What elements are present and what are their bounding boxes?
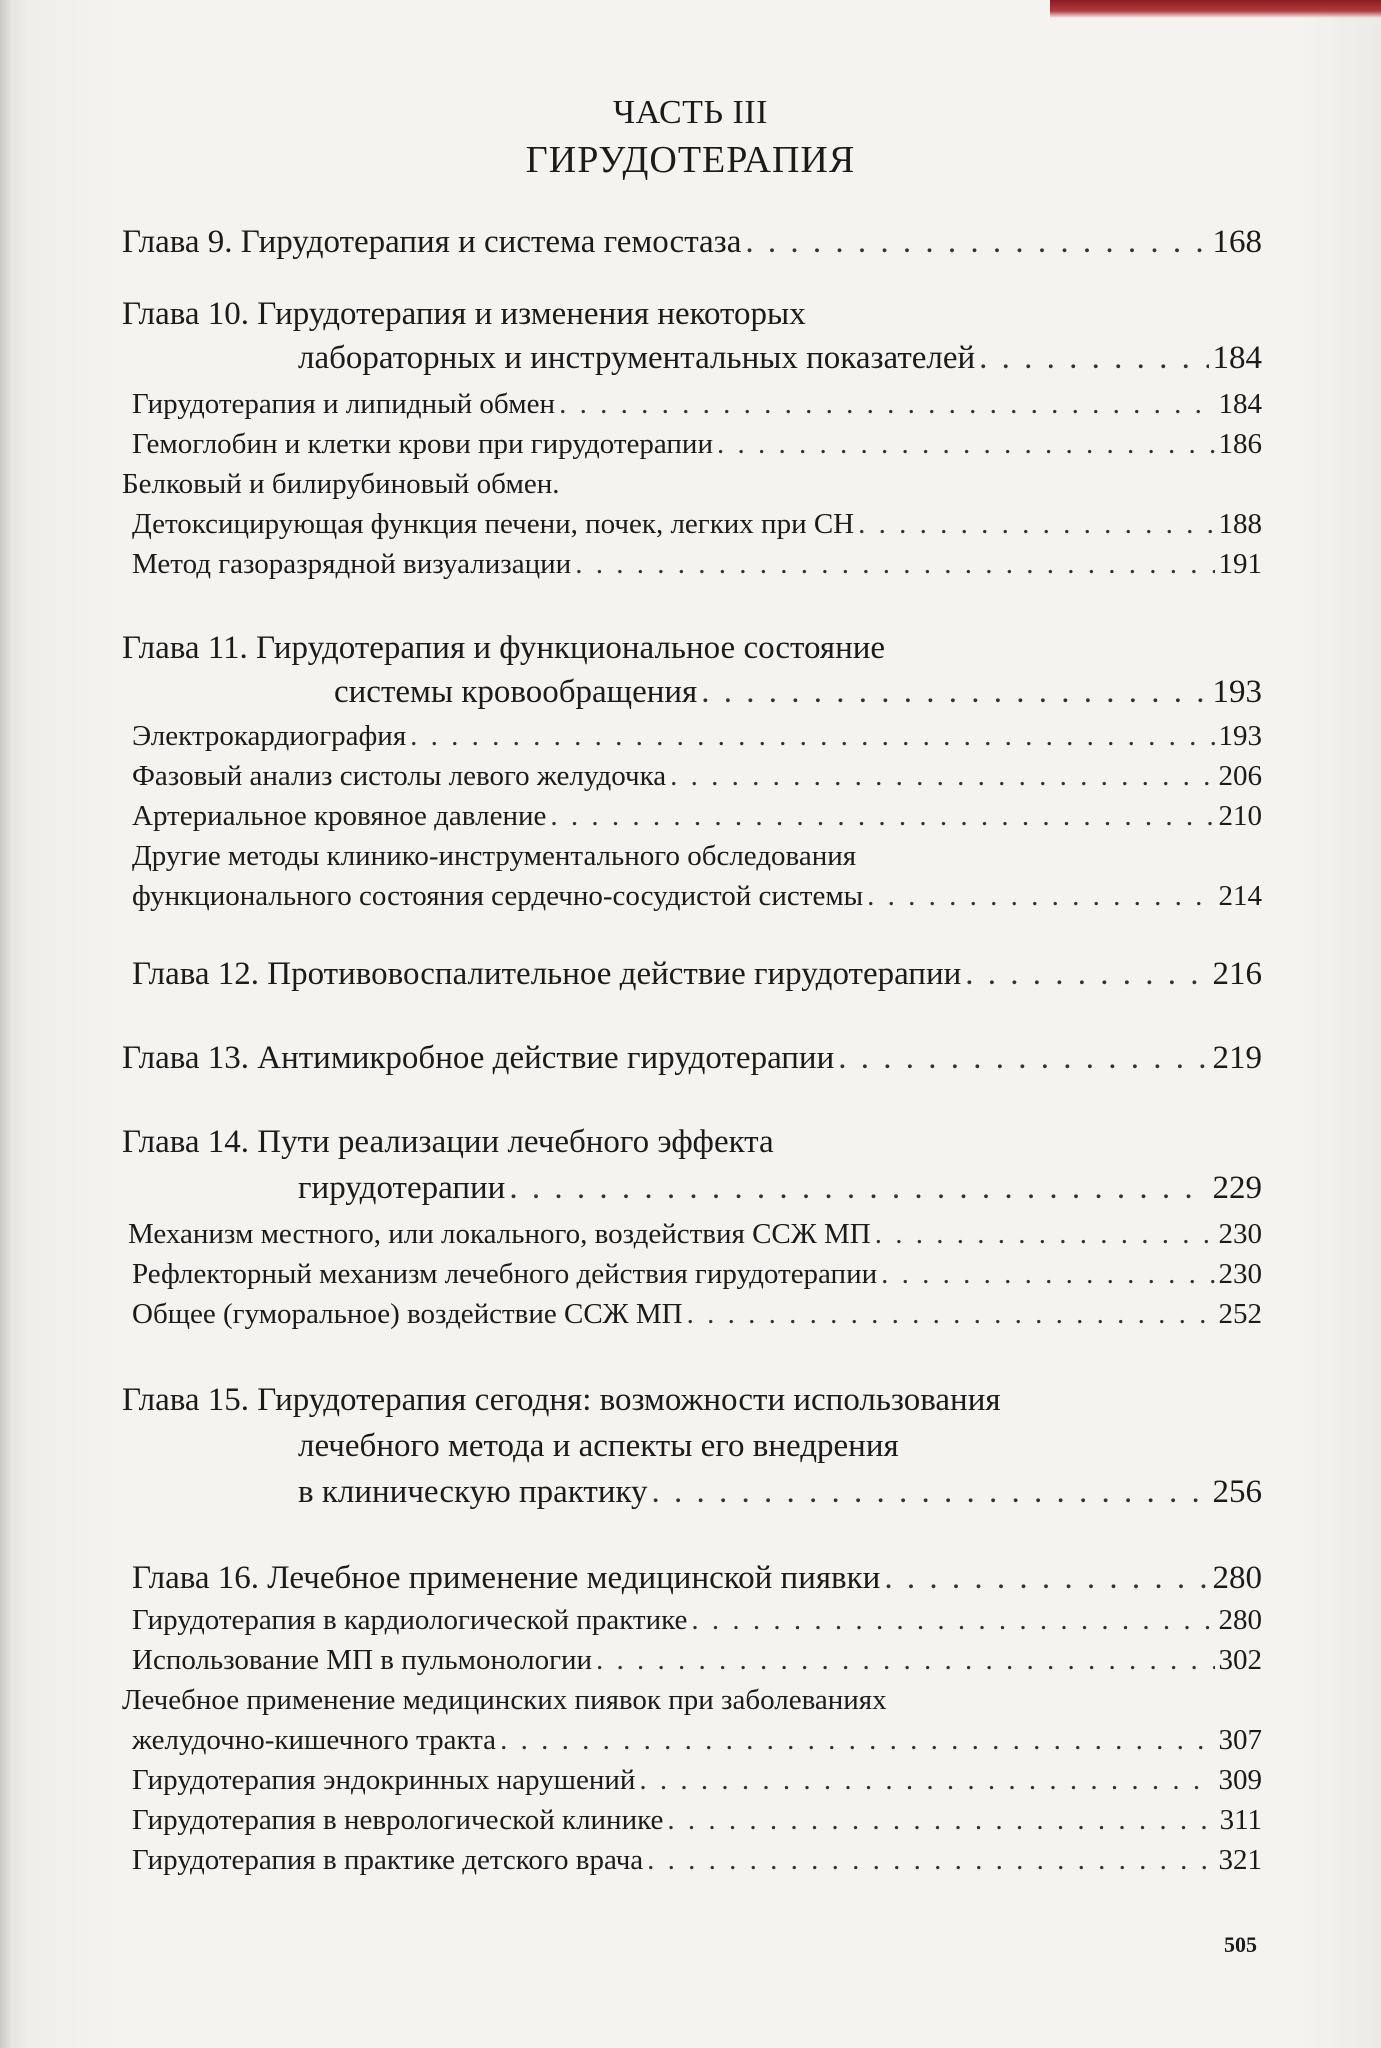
page-number: 505 [1224, 1932, 1257, 1957]
toc-entry-chapter-16: Глава 16. Лечебное применение медицинской пиявки . . . 280 [132, 1560, 1262, 1597]
toc-section-local-action: Механизм местного, или локального, воздействия ССЖ МП . . . 230 [128, 1218, 1262, 1251]
toc-section-other-methods-cont: функционального состояния сердечно-сосудистой системы . . . 214 [132, 880, 1262, 913]
toc-section-reflex: Рефлекторный механизм лечебного действия гирудотерапии . . . 230 [132, 1258, 1262, 1291]
toc-section-hemoglobin: Гемоглобин и клетки крови при гирудотерапии . . . 186 [132, 428, 1262, 461]
toc-section-cardiology: Гирудотерапия в кардиологической практике . . . 280 [132, 1604, 1262, 1637]
toc-section-pulmonology: Использование МП в пульмонологии . . . 302 [132, 1644, 1262, 1677]
toc-entry-chapter-13: Глава 13. Антимикробное действие гирудотерапии . . . 219 [122, 1040, 1262, 1077]
toc-section-protein: Белковый и билирубиновый обмен. [122, 468, 560, 500]
toc-entry-chapter-15-line2: лечебного метода и аспекты его внедрения [298, 1428, 899, 1464]
toc-section-lipid: Гирудотерапия и липидный обмен . . . 184 [132, 388, 1262, 421]
toc-entry-chapter-14: Глава 14. Пути реализации лечебного эффекта [122, 1124, 774, 1160]
toc-section-systole: Фазовый анализ систолы левого желудочка . . . 206 [132, 760, 1262, 793]
toc-section-pediatrics: Гирудотерапия в практике детского врача . . . 321 [132, 1844, 1262, 1877]
toc-entry-chapter-11: Глава 11. Гирудотерапия и функциональное состояние [122, 630, 886, 666]
toc-section-blood-pressure: Артериальное кровяное давление . . . 210 [132, 800, 1262, 833]
toc-section-ecg: Электрокардиография . . . 193 [132, 720, 1262, 753]
toc-entry-chapter-10-cont: лабораторных и инструментальных показателей . . . 184 [298, 340, 1262, 377]
toc-section-other-methods: Другие методы клинико-инструментального обследования [132, 840, 857, 872]
toc-entry-chapter-14-cont: гирудотерапии . . . 229 [298, 1170, 1262, 1207]
part-label: ЧАСТЬ III [613, 94, 768, 131]
toc-section-detox: Детоксицирующая функция печени, почек, легких при СН . . . 188 [132, 508, 1262, 541]
toc-entry-chapter-10: Глава 10. Гирудотерапия и изменения некоторых [122, 296, 806, 332]
toc-entry-chapter-12: Глава 12. Противовоспалительное действие гирудотерапии . . . 216 [132, 956, 1262, 993]
toc-entry-chapter-9: Глава 9. Гирудотерапия и система гемостаза . . . 168 [122, 224, 1262, 261]
binding-shadow [0, 0, 14, 2048]
toc-section-neurology: Гирудотерапия в неврологической клинике . . . 311 [132, 1804, 1262, 1837]
toc-section-gastro-cont: желудочно-кишечного тракта . . . 307 [132, 1724, 1262, 1757]
toc-entry-chapter-15-line3: в клиническую практику . . . 256 [298, 1474, 1262, 1511]
toc-section-gastro: Лечебное применение медицинских пиявок при заболеваниях [122, 1684, 887, 1716]
part-title: ГИРУДОТЕРАПИЯ [525, 139, 856, 181]
toc-entry-chapter-15: Глава 15. Гирудотерапия сегодня: возможности использования [122, 1382, 1001, 1418]
cover-edge [1050, 0, 1381, 18]
toc-section-gas-discharge: Метод газоразрядной визуализации . . . 191 [132, 548, 1262, 581]
toc-section-endocrine: Гирудотерапия эндокринных нарушений . . . 309 [132, 1764, 1262, 1797]
toc-entry-chapter-11-cont: системы кровообращения . . . 193 [334, 674, 1262, 711]
toc-section-humoral: Общее (гуморальное) воздействие ССЖ МП . . . 252 [132, 1298, 1262, 1331]
